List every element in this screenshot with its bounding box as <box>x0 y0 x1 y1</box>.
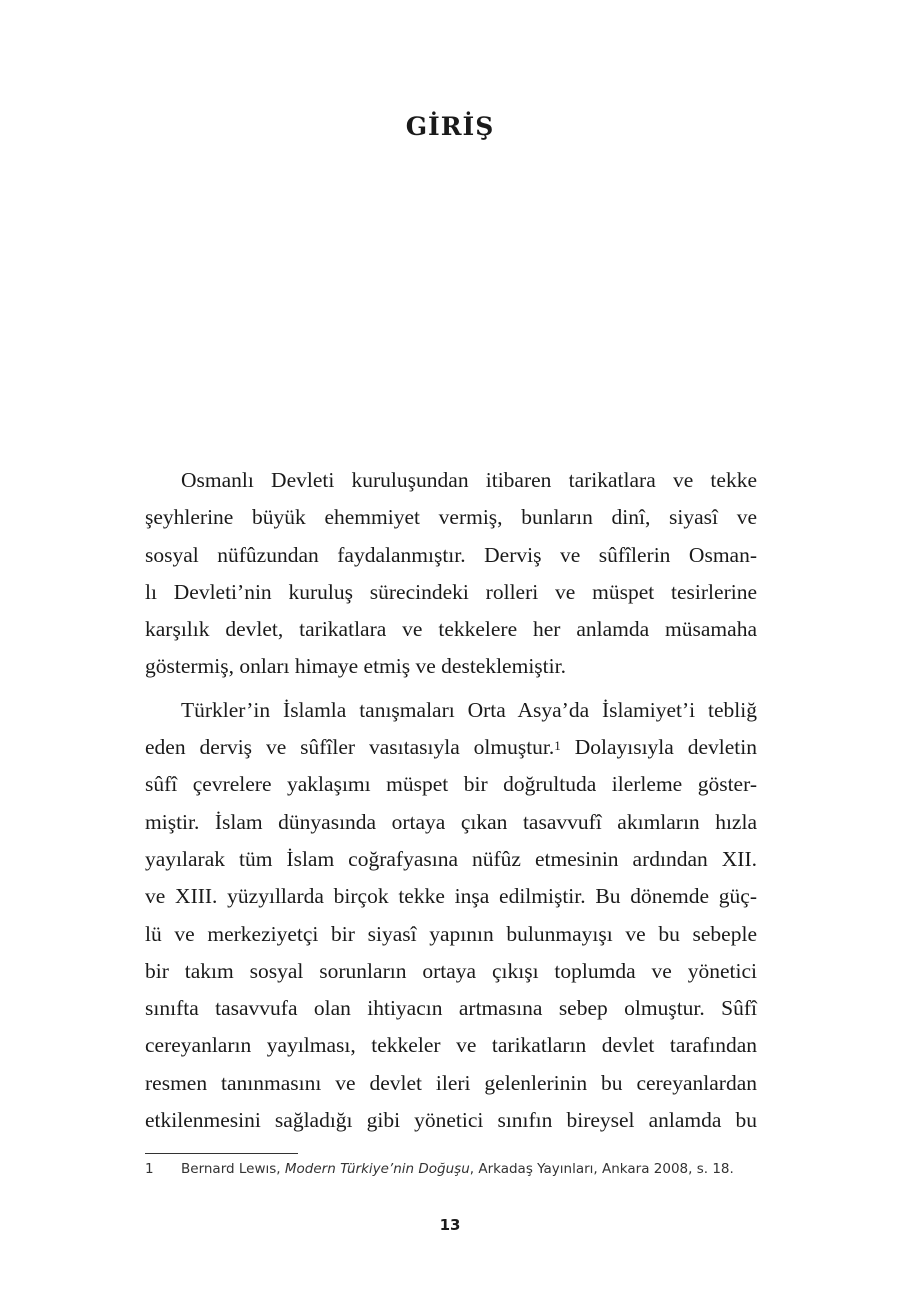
text-line: etkilenmesini sağladığı gibi yönetici sınıfın bireysel anlamda bu <box>145 1108 757 1133</box>
footnote-publication: , Arkadaş Yayınları, Ankara 2008, s. 18. <box>469 1161 734 1177</box>
text-line: miştir. İslam dünyasında ortaya çıkan tasavvufî akımların hızla <box>145 809 757 834</box>
paragraph-1 <box>145 462 757 686</box>
text-line: cereyanların yayılması, tekkeler ve tarikatların devlet tarafından <box>145 1033 757 1058</box>
text-segment: eden derviş ve sûfîler vasıtasıyla olmuştur. <box>145 735 555 760</box>
text-line: karşılık devlet, tarikatlara ve tekkelere her anlamda müsamaha <box>145 617 757 642</box>
footnote <box>145 1161 785 1177</box>
text-line: şeyhlerine büyük ehemmiyet vermiş, bunların dinî, siyasî ve <box>145 505 757 530</box>
text-line: göstermiş, onları himaye etmiş ve desteklemiştir. <box>145 654 566 679</box>
text-line: sınıfta tasavvufa olan ihtiyacın artmasına sebep olmuştur. Sûfî <box>145 996 757 1021</box>
paragraph-2 <box>145 692 757 1140</box>
footnote-author: Bernard Lewıs, <box>181 1161 285 1177</box>
text-line-with-footnote <box>145 729 757 766</box>
text-line: bir takım sosyal sorunların ortaya çıkışı toplumda ve yönetici <box>145 958 757 983</box>
footnote-number: 1 <box>145 1161 154 1177</box>
text-line: Osmanlı Devleti kuruluşundan itibaren tarikatlara ve tekke <box>181 468 757 492</box>
text-line: sûfî çevrelere yaklaşımı müspet bir doğrultuda ilerleme göster- <box>145 772 757 797</box>
text-line: resmen tanınmasını ve devlet ileri gelenlerinin bu cereyanlardan <box>145 1070 757 1095</box>
text-line: lı Devleti’nin kuruluş sürecindeki rolleri ve müspet tesirlerine <box>145 579 757 604</box>
footnote-book-title: Modern Türkiye’nin Doğuşu <box>284 1161 470 1177</box>
text-line: yayılarak tüm İslam coğrafyasına nüfûz etmesinin ardından XII. <box>145 846 757 871</box>
text-line: sosyal nüfûzundan faydalanmıştır. Derviş ve sûfîlerin Osman- <box>145 542 757 567</box>
body-text <box>145 462 757 1139</box>
footnote-reference[interactable]: 1 <box>554 738 561 754</box>
text-segment: Dolayısıyla devletin <box>560 735 757 760</box>
footnote-divider <box>145 1153 298 1154</box>
page-number: 13 <box>439 1216 461 1234</box>
text-line: lü ve merkeziyetçi bir siyasî yapının bulunmayışı ve bu sebeple <box>145 921 757 946</box>
text-line: Türkler’in İslamla tanışmaları Orta Asya’da İslamiyet’i tebliğ <box>181 697 757 722</box>
chapter-title: GİRİŞ <box>405 112 495 141</box>
text-line: ve XIII. yüzyıllarda birçok tekke inşa edilmiştir. Bu dönemde güç- <box>145 884 757 909</box>
